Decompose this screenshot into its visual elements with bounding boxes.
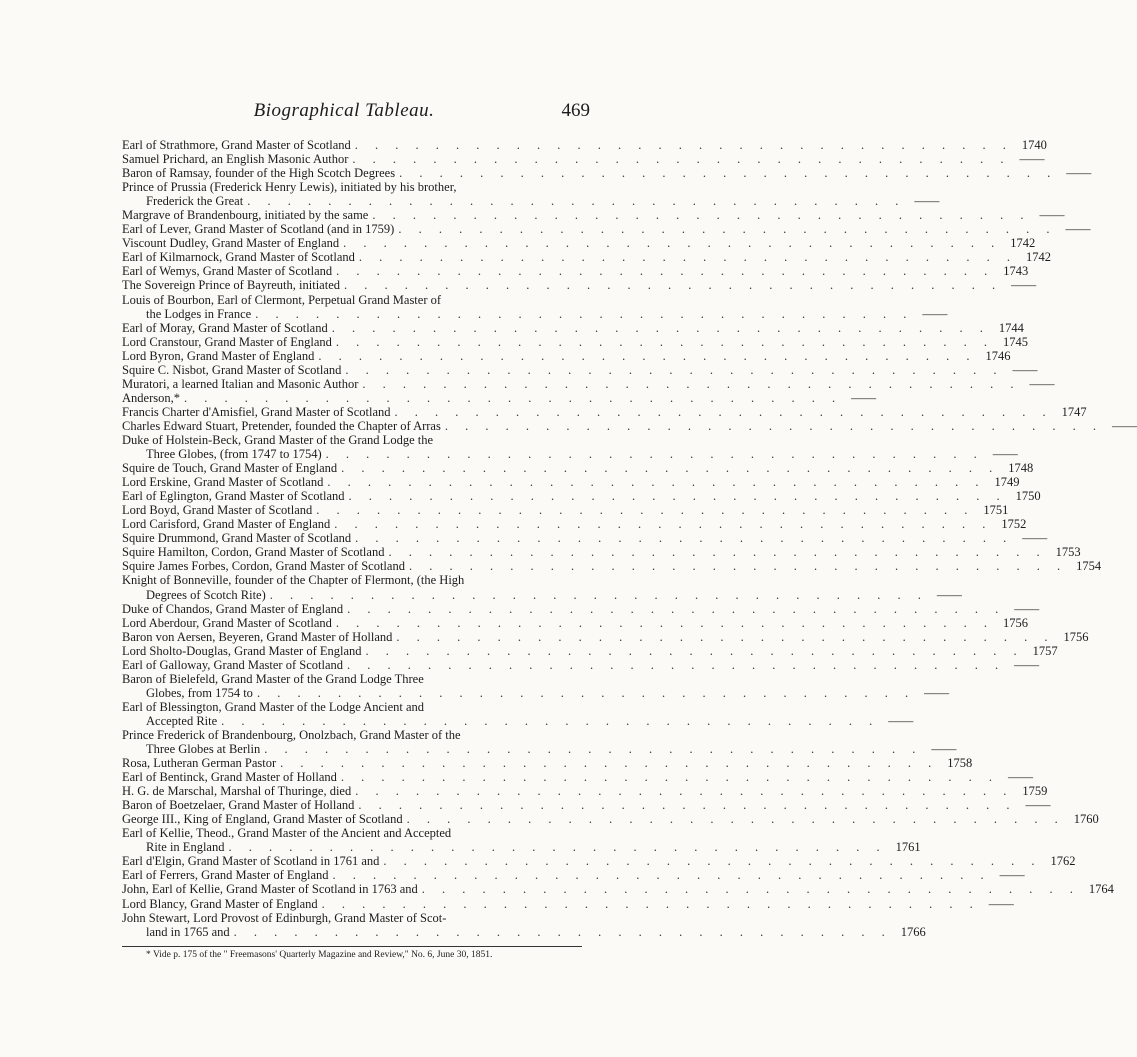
entry-line [122,728,578,742]
entry-year: 1746 [985,348,1011,363]
dot-leader: . . . . . . . . . . . . . . . . . . . . . . . . . . . . . . . . . [362,376,1021,391]
entry-name: Baron of Boetzelaer, Grand Master of Holland [122,798,355,813]
dot-leader: . . . . . . . . . . . . . . . . . . . . . . . . . . . . . . . . . [345,362,1004,377]
entry-name: George III., King of England, Grand Master of Scotland [122,812,403,827]
entry-year: 1760 [1073,812,1099,827]
entry-line [122,348,1011,363]
entry-name: Three Globes, (from 1747 to 1754) [146,447,322,462]
entry-year: —— [1011,278,1037,293]
dot-leader: . . . . . . . . . . . . . . . . . . . . . . . . . . . . . . . . . [247,194,906,209]
tableau-entries [122,138,1137,939]
entry-year: —— [924,685,950,700]
entry-line [122,756,973,771]
entry-name: Earl of Kilmarnock, Grand Master of Scotland [122,250,355,265]
entry-name: Earl of Wemys, Grand Master of Scotland [122,264,333,279]
entry-name: Earl of Eglington, Grand Master of Scotland [122,489,345,504]
entry-line [122,573,578,587]
entry-line [122,545,1081,560]
entry-line [122,250,1052,265]
entry-name: Earl of Strathmore, Grand Master of Scotland [122,138,351,152]
entry-line [122,236,1036,251]
entry-year: 1751 [983,503,1009,518]
entry-line [122,924,926,939]
entry-line [122,896,1014,911]
entry-line [122,672,578,686]
dot-leader: . . . . . . . . . . . . . . . . . . . . . . . . . . . . . . . . . [331,320,990,335]
dot-leader: . . . . . . . . . . . . . . . . . . . . . . . . . . . . . . . . . [335,334,994,349]
entry-name: Knight of Bonneville, founder of the Chapter of Flermont, (the High [122,573,465,588]
dot-leader: . . . . . . . . . . . . . . . . . . . . . . . . . . . . . . . . . [344,278,1003,293]
entry-line [122,306,948,321]
entry-line [122,180,578,194]
entry-line [122,208,1065,223]
entry-name: Lord Byron, Grand Master of England [122,348,315,363]
entry-year: 1764 [1088,882,1114,897]
running-head: Biographical Tableau. [253,100,435,121]
entry-name: Accepted Rite [146,713,218,728]
dot-leader: . . . . . . . . . . . . . . . . . . . . . . . . . . . . . . . . . [321,896,980,911]
entry-line [122,517,1027,532]
entry-line [122,404,1087,419]
entry-line [122,882,1114,897]
entry-name: Earl of Ferrers, Grand Master of England [122,868,329,883]
entry-name: John Stewart, Lord Provost of Edinburgh, Grand Master of Scot- [122,910,447,925]
entry-year: —— [888,713,914,728]
dot-leader: . . . . . . . . . . . . . . . . . . . . . . . . . . . . . . . . . [318,348,977,363]
dot-leader: . . . . . . . . . . . . . . . . . . . . . . . . . . . . . . . . . [233,924,892,939]
entry-year: 1747 [1061,404,1087,419]
entry-line [122,770,1033,785]
entry-year: —— [1019,152,1045,167]
dot-leader: . . . . . . . . . . . . . . . . . . . . . . . . . . . . . . . . . [421,882,1080,897]
entry-line [122,194,940,209]
entry-year: 1766 [900,924,926,939]
entry-name: Squire de Touch, Grand Master of England [122,461,338,476]
entry-year: 1753 [1055,545,1081,560]
entry-year: —— [1065,222,1091,237]
dot-leader: . . . . . . . . . . . . . . . . . . . . . . . . . . . . . . . . . [264,742,923,757]
entry-line [122,587,962,602]
dot-leader: . . . . . . . . . . . . . . . . . . . . . . . . . . . . . . . . . [396,629,1055,644]
entry-line [122,685,950,700]
entry-name: Charles Edward Stuart, Pretender, founded the Chapter of Arras [122,418,441,433]
entry-year: 1744 [998,320,1024,335]
dot-leader: . . . . . . . . . . . . . . . . . . . . . . . . . . . . . . . . . [280,756,939,771]
dot-leader: . . . . . . . . . . . . . . . . . . . . . . . . . . . . . . . . . [336,264,995,279]
entry-name: Muratori, a learned Italian and Masonic Author [122,376,359,391]
dot-leader: . . . . . . . . . . . . . . . . . . . . . . . . . . . . . . . . . [372,208,1031,223]
entry-year: —— [1008,770,1033,785]
entry-name: Squire C. Nisbot, Grand Master of Scotland [122,362,342,377]
entry-line [122,643,1058,658]
entry-name: Earl d'Elgin, Grand Master of Scotland in 1761 and [122,854,380,869]
entry-name: Louis of Bourbon, Earl of Clermont, Perpetual Grand Master of [122,292,442,307]
entry-name: John, Earl of Kellie, Grand Master of Scotland in 1763 and [122,882,418,897]
entry-name: Rite in England [146,840,225,855]
entry-year: 1745 [1003,334,1028,349]
entry-year: 1756 [1063,629,1089,644]
dot-leader: . . . . . . . . . . . . . . . . . . . . . . . . . . . . . . . . . [398,222,1057,237]
entry-year: 1752 [1001,517,1027,532]
entry-year: —— [1111,418,1137,433]
entry-name: Lord Blancy, Grand Master of England [122,896,318,911]
entry-name: Squire Hamilton, Cordon, Grand Master of Scotland [122,545,385,560]
entry-year: 1759 [1022,784,1048,799]
page-number: 469 [561,100,590,121]
entry-name: Anderson,* [122,390,180,405]
entry-line [122,278,1037,293]
entry-year: 1749 [994,475,1020,490]
dot-leader: . . . . . . . . . . . . . . . . . . . . . . . . . . . . . . . . . [355,784,1014,799]
entry-name: Globes, from 1754 to [146,685,253,700]
entry-year: —— [914,194,940,209]
dot-leader: . . . . . . . . . . . . . . . . . . . . . . . . . . . . . . . . . [325,447,984,462]
entry-name: land in 1765 and [146,924,230,939]
dot-leader: . . . . . . . . . . . . . . . . . . . . . . . . . . . . . . . . . [183,390,843,405]
dot-leader: . . . . . . . . . . . . . . . . . . . . . . . . . . . . . . . . . [394,404,1053,419]
entry-name: H. G. de Marschal, Marshal of Thuringe, died [122,784,352,799]
entry-year: —— [1014,657,1040,672]
footnote-rule [122,946,582,947]
dot-leader: . . . . . . . . . . . . . . . . . . . . . . . . . . . . . . . . . [406,812,1065,827]
entry-year: 1742 [1026,250,1052,265]
entry-line [122,812,1099,827]
entry-line [122,362,1038,377]
entry-year: —— [988,896,1014,911]
entry-name: Three Globes at Berlin [146,742,261,757]
dot-leader: . . . . . . . . . . . . . . . . . . . . . . . . . . . . . . . . . [334,517,993,532]
entry-name: Baron von Aersen, Beyeren, Grand Master of Holland [122,629,393,644]
entry-year: —— [851,390,877,405]
entry-year: 1750 [1015,489,1041,504]
entry-name: Duke of Holstein-Beck, Grand Master of the Grand Lodge the [122,432,434,447]
entry-line [122,320,1024,335]
entry-year: 1762 [1050,854,1076,869]
entry-year: —— [1066,166,1092,181]
dot-leader: . . . . . . . . . . . . . . . . . . . . . . . . . . . . . . . . . [256,685,916,700]
entry-line [122,559,1102,574]
entry-year: 1758 [947,756,973,771]
entry-name: Rosa, Lutheran German Pastor [122,756,277,771]
dot-leader: . . . . . . . . . . . . . . . . . . . . . . . . . . . . . . . . . [221,713,880,728]
entry-line [122,166,1092,181]
entry-line [122,742,957,757]
entry-line [122,376,1055,391]
dot-leader: . . . . . . . . . . . . . . . . . . . . . . . . . . . . . . . . . [354,138,1013,152]
dot-leader: . . . . . . . . . . . . . . . . . . . . . . . . . . . . . . . . . [341,461,1000,476]
dot-leader: . . . . . . . . . . . . . . . . . . . . . . . . . . . . . . . . . [352,152,1011,167]
dot-leader: . . . . . . . . . . . . . . . . . . . . . . . . . . . . . . . . . [316,503,975,518]
entry-line [122,433,578,447]
entry-name: Lord Sholto-Douglas, Grand Master of England [122,643,362,658]
entry-year: —— [992,447,1018,462]
entry-year: 1743 [1003,264,1029,279]
entry-line [122,418,1137,433]
dot-leader: . . . . . . . . . . . . . . . . . . . . . . . . . . . . . . . . . [347,657,1006,672]
entry-year: 1761 [895,840,921,855]
entry-name: Earl of Kellie, Theod., Grand Master of the Ancient and Accepted [122,826,452,841]
dot-leader: . . . . . . . . . . . . . . . . . . . . . . . . . . . . . . . . . [340,770,999,785]
entry-line [122,840,921,855]
entry-line [122,475,1020,490]
entry-year: —— [1014,601,1040,616]
entry-line [122,826,578,840]
entry-year: —— [1029,376,1055,391]
entry-name: Viscount Dudley, Grand Master of England [122,236,340,251]
entry-line [122,911,578,925]
dot-leader: . . . . . . . . . . . . . . . . . . . . . . . . . . . . . . . . . [269,587,928,602]
entry-line [122,222,1091,237]
entry-name: Lord Carisford, Grand Master of England [122,517,331,532]
entry-line [122,700,578,714]
entry-name: Samuel Prichard, an English Masonic Author [122,152,349,167]
entry-name: Earl of Galloway, Grand Master of Scotland [122,657,343,672]
entry-line [122,784,1048,799]
entry-line [122,854,1076,869]
dot-leader: . . . . . . . . . . . . . . . . . . . . . . . . . . . . . . . . . [388,545,1047,560]
entry-name: Earl of Lever, Grand Master of Scotland (and in 1759) [122,222,395,237]
dot-leader: . . . . . . . . . . . . . . . . . . . . . . . . . . . . . . . . . [343,236,1002,251]
entry-year: 1754 [1076,559,1102,574]
entry-year: —— [1022,531,1048,546]
entry-name: Prince Frederick of Brandenbourg, Onolzbach, Grand Master of the [122,727,461,742]
dot-leader: . . . . . . . . . . . . . . . . . . . . . . . . . . . . . . . . . [332,868,991,883]
entry-name: Lord Aberdour, Grand Master of Scotland [122,615,332,630]
entry-year: —— [922,306,948,321]
entry-year: 1748 [1008,461,1034,476]
entry-line [122,531,1048,546]
entry-line [122,798,1051,813]
entry-line [122,629,1089,644]
dot-leader: . . . . . . . . . . . . . . . . . . . . . . . . . . . . . . . . . [335,615,994,630]
dot-leader: . . . . . . . . . . . . . . . . . . . . . . . . . . . . . . . . . [358,250,1018,265]
entry-name: Margrave of Brandenbourg, initiated by the same [122,208,369,223]
dot-leader: . . . . . . . . . . . . . . . . . . . . . . . . . . . . . . . . . [348,489,1007,504]
entry-line [122,334,1028,349]
entry-name: Squire James Forbes, Cordon, Grand Master of Scotland [122,559,405,574]
entry-name: Squire Drummond, Grand Master of Scotland [122,531,352,546]
entry-name: Degrees of Scotch Rite) [146,587,266,602]
entry-name: Baron of Ramsay, founder of the High Scotch Degrees [122,166,396,181]
entry-line [122,293,578,307]
dot-leader: . . . . . . . . . . . . . . . . . . . . . . . . . . . . . . . . . [355,531,1014,546]
entry-name: Duke of Chandos, Grand Master of England [122,601,344,616]
entry-year: —— [1012,362,1038,377]
dot-leader: . . . . . . . . . . . . . . . . . . . . . . . . . . . . . . . . . [347,601,1006,616]
entry-name: Prince of Prussia (Frederick Henry Lewis), initiated by his brother, [122,180,457,195]
entry-year: —— [1039,208,1065,223]
entry-line [122,713,914,728]
entry-line [122,138,1047,152]
dot-leader: . . . . . . . . . . . . . . . . . . . . . . . . . . . . . . . . . [228,840,887,855]
entry-line [122,264,1029,279]
entry-year: —— [936,587,962,602]
entry-name: the Lodges in France [146,306,252,321]
entry-line [122,657,1040,672]
dot-leader: . . . . . . . . . . . . . . . . . . . . . . . . . . . . . . . . . [255,306,914,321]
entry-line [122,390,877,405]
entry-year: 1757 [1032,643,1058,658]
dot-leader: . . . . . . . . . . . . . . . . . . . . . . . . . . . . . . . . . [365,643,1024,658]
entry-name: Earl of Moray, Grand Master of Scotland [122,320,328,335]
entry-year: —— [1025,798,1051,813]
entry-name: Earl of Blessington, Grand Master of the Lodge Ancient and [122,699,425,714]
entry-line [122,461,1034,476]
entry-line [122,447,1018,462]
entry-year: 1742 [1010,236,1036,251]
entry-name: Francis Charter d'Amisfiel, Grand Master of Scotland [122,404,391,419]
entry-name: Lord Cranstour, Grand Master of England [122,334,332,349]
entry-year: 1756 [1003,615,1028,630]
dot-leader: . . . . . . . . . . . . . . . . . . . . . . . . . . . . . . . . . [408,559,1068,574]
entry-line [122,615,1028,630]
entry-name: Lord Boyd, Grand Master of Scotland [122,503,313,518]
entry-name: Earl of Bentinck, Grand Master of Holland [122,770,337,785]
entry-name: Lord Erskine, Grand Master of Scotland [122,475,324,490]
entry-name: Baron of Bielefeld, Grand Master of the Grand Lodge Three [122,671,424,686]
footnote: * Vide p. 175 of the " Freemasons' Quarterly Magazine and Review," No. 6, June 30, 1851. [146,950,493,960]
dot-leader: . . . . . . . . . . . . . . . . . . . . . . . . . . . . . . . . . [358,798,1017,813]
entry-name: Frederick the Great [146,194,244,209]
entry-name: The Sovereign Prince of Bayreuth, initiated [122,278,340,293]
dot-leader: . . . . . . . . . . . . . . . . . . . . . . . . . . . . . . . . . [399,166,1058,181]
entry-line [122,152,1045,167]
entry-line [122,601,1040,616]
dot-leader: . . . . . . . . . . . . . . . . . . . . . . . . . . . . . . . . . [383,854,1042,869]
entry-year: —— [931,742,957,757]
entry-year: 1740 [1021,138,1047,152]
entry-line [122,489,1041,504]
entry-line [122,868,1025,883]
entry-line [122,503,1009,518]
dot-leader: . . . . . . . . . . . . . . . . . . . . . . . . . . . . . . . . . [327,475,986,490]
dot-leader: . . . . . . . . . . . . . . . . . . . . . . . . . . . . . . . . . [444,418,1103,433]
entry-year: —— [999,868,1025,883]
